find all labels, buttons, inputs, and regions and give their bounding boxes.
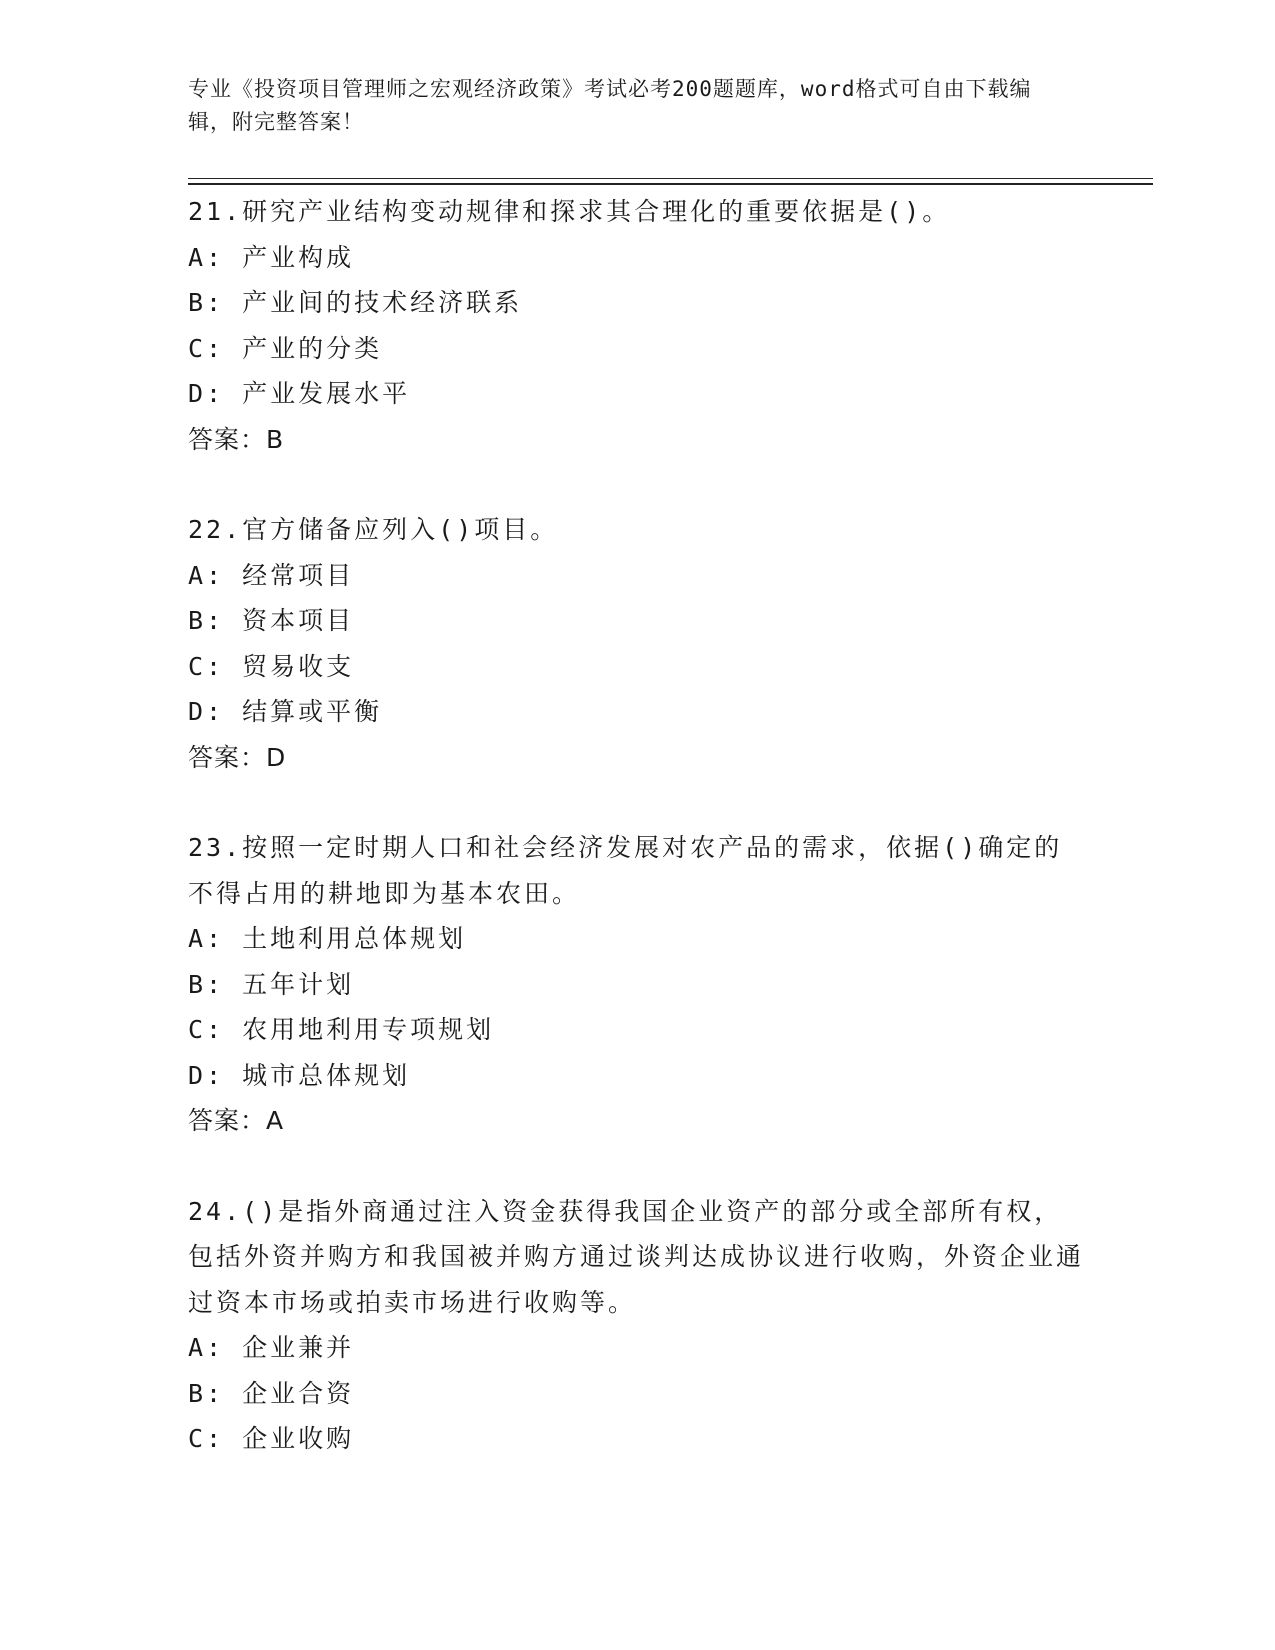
question-stem: 23.按照一定时期人口和社会经济发展对农产品的需求，依据()确定的不得占用的耕地即为基本农田。 [188,833,1063,908]
header-divider-thin [188,178,1153,179]
option-d: D: 结算或平衡 [188,697,383,726]
question-stem: 24.()是指外商通过注入资金获得我国企业资产的部分或全部所有权，包括外资并购方和我国被并购方通过谈判达成协议进行收购，外资企业通过资本市场或拍卖市场进行收购等。 [188,1196,1085,1317]
option-d: D: 产业发展水平 [188,379,411,408]
question-21 [188,189,1088,462]
question-24 [188,1189,1088,1462]
option-c: C: 产业的分类 [188,333,383,363]
option-a: A: 企业兼并 [188,1333,355,1362]
option-c: C: 农用地利用专项规划 [188,1015,495,1044]
question-23 [188,825,1088,1144]
answer-line: 答案：D [188,742,287,772]
option-c: C: 贸易收支 [188,651,355,681]
question-stem: 22.官方储备应列入()项目。 [188,515,559,544]
answer-line: 答案：A [188,1106,285,1135]
option-b: B: 企业合资 [188,1378,355,1408]
question-list [188,189,1088,1462]
option-b: B: 资本项目 [188,606,355,635]
question-stem: 21.研究产业结构变动规律和探求其合理化的重要依据是()。 [188,197,951,226]
option-d: D: 城市总体规划 [188,1060,411,1090]
option-c: C: 企业收购 [188,1424,355,1453]
option-b: B: 产业间的技术经济联系 [188,288,523,317]
header-divider-thick [188,183,1153,185]
option-a: A: 经常项目 [188,560,355,590]
answer-line: 答案：B [188,424,285,454]
option-a: A: 产业构成 [188,242,355,272]
option-b: B: 五年计划 [188,969,355,999]
document-header: 专业《投资项目管理师之宏观经济政策》考试必考200题题库，word格式可自由下载编辑，附完整答案！ [188,77,1032,134]
option-a: A: 土地利用总体规划 [188,924,467,953]
question-22 [188,507,1088,780]
